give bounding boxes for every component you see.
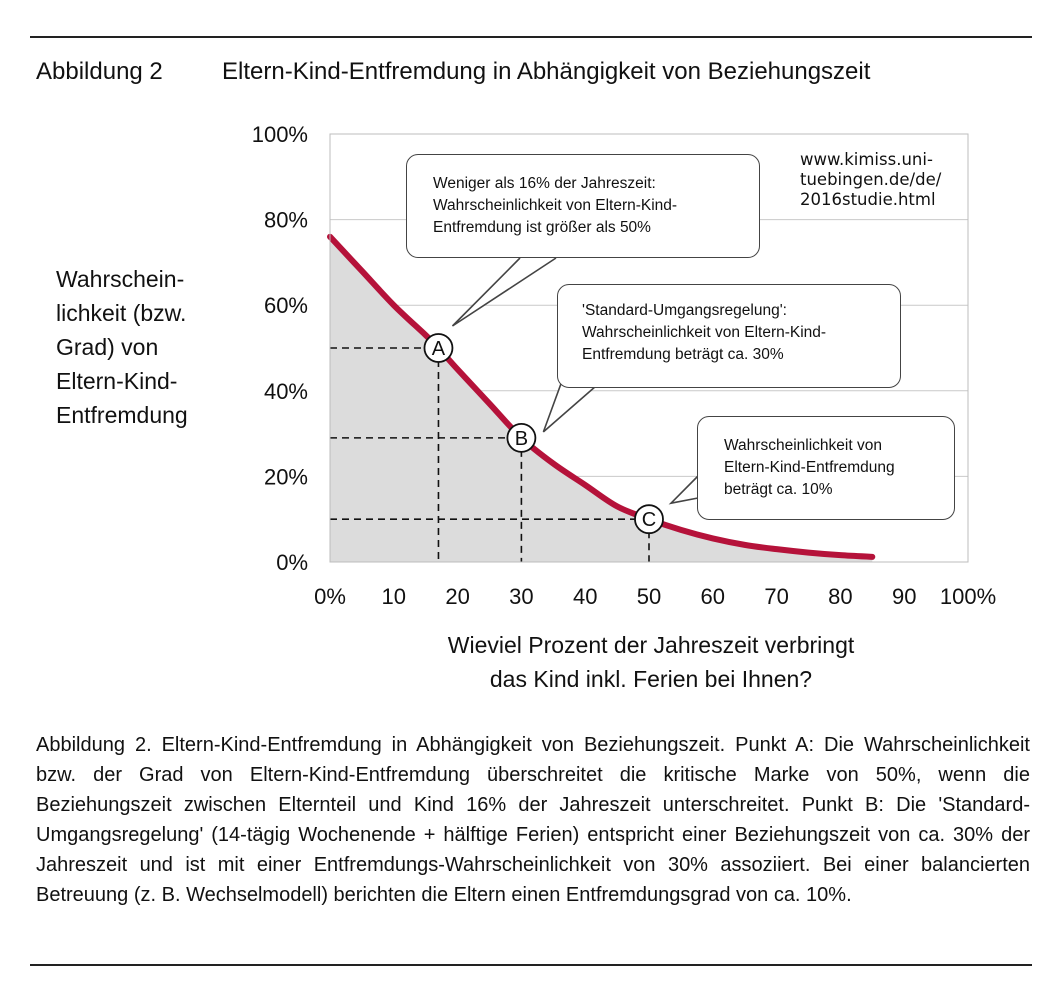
x-tick-label: 90	[891, 584, 917, 609]
y-axis-label-line: Entfremdung	[56, 402, 188, 428]
y-tick-label: 40%	[263, 378, 308, 404]
source-url-line: www.kimiss.uni-	[800, 150, 933, 169]
source-url-line: 2016studie.html	[800, 190, 936, 209]
callout-a-line: Weniger als 16% der Jahreszeit:	[433, 175, 656, 192]
x-tick-label: 20	[445, 584, 470, 609]
callout-pointer-C	[671, 476, 698, 503]
callout-a-line: Wahrscheinlichkeit von Eltern-Kind-	[433, 197, 678, 214]
callout-a	[406, 154, 760, 258]
point-label-B: B	[514, 427, 529, 450]
y-tick-label: 0%	[276, 550, 308, 575]
y-axis-label-line: Grad) von	[56, 334, 159, 360]
callout-c	[697, 416, 955, 520]
y-axis-label-line: Wahrschein-	[56, 266, 185, 292]
x-tick-label: 80	[828, 584, 853, 609]
top-rule	[30, 36, 1032, 38]
point-label-A: A	[431, 338, 446, 360]
callout-b-line: 'Standard-Umgangsregelung':	[582, 302, 787, 319]
y-tick-label: 60%	[263, 293, 308, 319]
x-axis-label	[316, 628, 986, 696]
x-axis-label-line: Wieviel Prozent der Jahreszeit verbringt	[447, 632, 855, 658]
callout-b-line: Entfremdung beträgt ca. 30%	[582, 346, 784, 363]
figure-title	[36, 58, 870, 86]
x-tick-label: 40	[572, 584, 598, 609]
point-label-C: C	[641, 509, 657, 532]
callout-c-line: Eltern-Kind-Entfremdung	[724, 459, 895, 476]
source-url-line: tuebingen.de/de/	[800, 170, 942, 189]
callout-b	[557, 284, 901, 388]
x-tick-label: 100%	[939, 584, 997, 609]
y-tick-labels	[252, 122, 308, 575]
source-url	[800, 150, 941, 210]
figure-title-text: Eltern-Kind-Entfremdung in Abhängigkeit von Beziehungszeit	[222, 58, 871, 85]
x-axis-label-line: das Kind inkl. Ferien bei Ihnen?	[489, 666, 813, 692]
y-tick-label: 100%	[251, 122, 308, 147]
y-axis-label-line: Eltern-Kind-	[56, 368, 178, 394]
x-tick-labels	[314, 584, 996, 609]
callout-c-line: Wahrscheinlichkeit von	[724, 437, 882, 454]
x-tick-label: 50	[636, 584, 662, 609]
y-axis-label-line: lichkeit (bzw.	[56, 300, 187, 326]
figure-caption: Abbildung 2. Eltern-Kind-Entfremdung in Abhängigkeit von Beziehungszeit. Punkt A: Die Wahrscheinlichkeit bzw. der Grad von Eltern-Kind-Entfremdung überschreitet die kritische Marke von 50%, wenn die Beziehungszeit zwischen Elternteil und Kind 16% der Jahreszeit unterschreitet. Punkt B: Die 'Standard-Umgangsregelung' (14-tägig Wochenende + hälftige Ferien) entspricht einer Beziehungszeit von ca. 30% der Jahreszeit und ist mit einer Entfremdungs-Wahrscheinlichkeit von 30% assoziiert. Bei einer balancierten Betreuung (z. B. Wechselmodell) berichten die Eltern einen Entfremdungsgrad von ca. 10%.	[36, 734, 1030, 906]
x-tick-label: 60	[700, 584, 726, 609]
y-tick-label: 80%	[263, 207, 308, 233]
x-tick-label: 70	[764, 584, 789, 609]
callout-pointer-A	[452, 258, 556, 326]
x-tick-label: 30	[509, 584, 534, 609]
y-tick-label: 20%	[263, 464, 308, 490]
bottom-rule	[30, 964, 1032, 966]
x-tick-label: 10	[381, 584, 407, 609]
callout-a-line: Entfremdung ist größer als 50%	[433, 219, 651, 236]
callout-c-line: beträgt ca. 10%	[724, 481, 833, 498]
x-tick-label: 0%	[314, 584, 346, 609]
callout-b-line: Wahrscheinlichkeit von Eltern-Kind-	[582, 324, 827, 341]
figure-number: Abbildung 2	[36, 58, 163, 85]
